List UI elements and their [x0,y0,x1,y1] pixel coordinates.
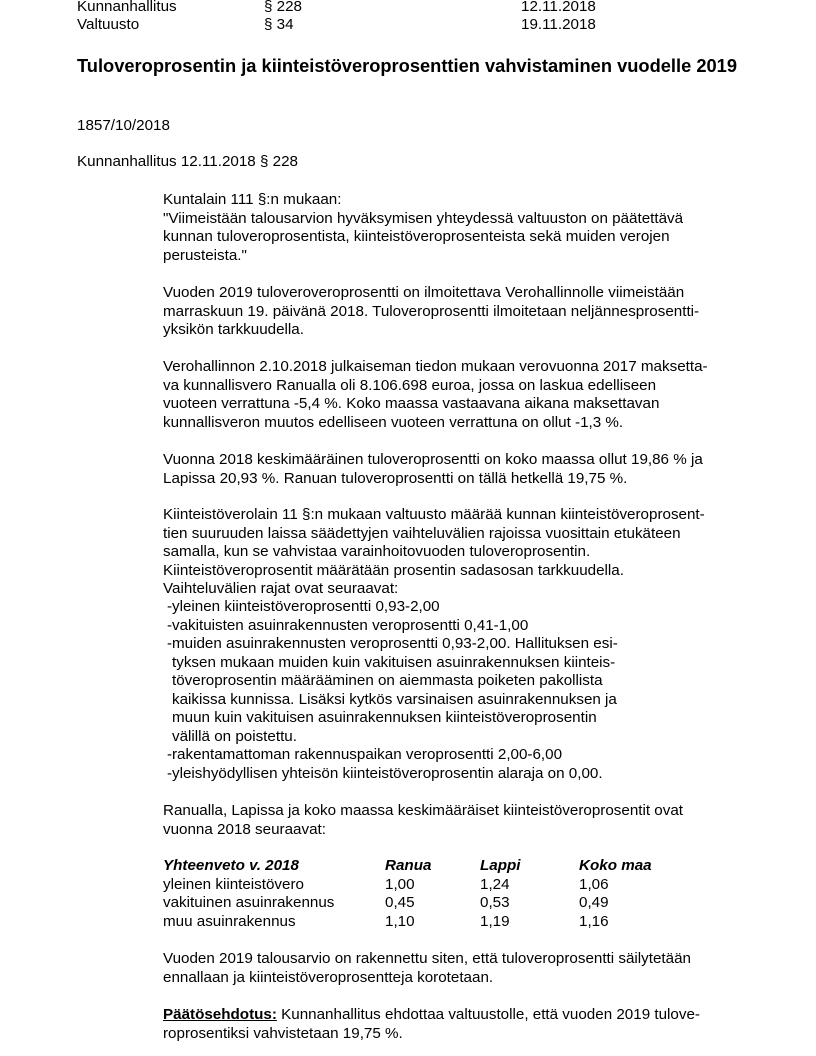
table-header: Koko maa [579,857,652,874]
text-line: yleishyödyllisen yhteisön kiinteistöveroprosentin alaraja on 0,00. [172,764,603,782]
header-table [0,0,816,36]
text-line: muiden asuinrakennusten veroprosentti 0,93-2,00. Hallituksen esi- [172,635,618,652]
table-cell: vakituinen asuinrakennus [163,894,335,911]
list-item [163,765,753,784]
text-line: muun kuin vakituisen asuinrakennuksen kiinteistöveroprosentin [172,709,597,726]
text-line: vuonna 2018 seuraavat: [163,820,326,838]
table-cell: 1,06 [579,875,609,893]
text-line: Verohallinnon 2.10.2018 julkaiseman tiedon mukaan verovuonna 2017 maksetta- [163,358,708,375]
list-item [163,746,753,765]
text-line: kaikissa kunnissa. Lisäksi kytkös varsinaisen asuinrakennuksen ja [172,690,617,708]
text-line: kunnallisveron muutos edelliseen vuoteen verrattuna on ollut -1,3 %. [163,413,624,431]
text-line: Vuoden 2019 tuloveroveroprosentti on ilmoitettava Verohallinnolle viimeistään [163,284,685,301]
text-line: vuoteen verrattuna -5,4 %. Koko maassa vastaavana aikana maksettavan [163,395,660,412]
reference-number: 1857/10/2018 [77,117,170,134]
text-line: Ranualla, Lapissa ja koko maassa keskimääräiset kiinteistöveroprosentit ovat [163,802,684,819]
list-item [163,598,753,617]
proposal-text: Kunnanhallitus ehdottaa valtuustolle, että vuoden 2019 tulove- [276,1006,700,1023]
document-title: Tuloveroprosentin ja kiinteistöveroprosenttien vahvistaminen vuodelle 2019 [77,55,737,76]
header-date: 19.11.2018 [521,16,596,33]
text-line: Kiinteistöveroprosentit määrätään prosentin sadasosan tarkkuudella. [163,561,624,579]
range-list-content [163,598,753,783]
proposal-text: roprosentiksi vahvistetaan 19,75 %. [163,1024,403,1042]
list-item [163,635,753,746]
header-row [0,18,816,36]
table-cell: 1,16 [579,912,609,930]
text-line: rakentamattoman rakennuspaikan veroprosentti 2,00-6,00 [172,746,563,763]
table-header: Ranua [385,857,432,874]
paragraph-kuntalaki [163,191,753,265]
text-line: Lapissa 20,93 %. Ranuan tuloveroprosentti on tällä hetkellä 19,75 %. [163,469,628,487]
text-line: vakituisten asuinrakennusten veroprosentti 0,41-1,00 [172,616,529,634]
text-line: samalla, kun se vahvistaa varainhoitovuoden tuloveroprosentin. [163,543,591,560]
table-cell: 1,00 [385,875,415,893]
table-cell: 1,10 [385,912,415,930]
list-item [163,617,753,636]
table-cell: 0,53 [480,894,510,911]
text-line: marraskuun 19. päivänä 2018. Tuloveroprosentti ilmoitetaan neljännesprosentti- [163,302,700,320]
text-line: töveroprosentin määrääminen on aiemmasta poiketen pakollista [172,672,603,689]
table-cell: 1,24 [480,875,510,893]
meeting-reference: Kunnanhallitus 12.11.2018 § 228 [77,153,298,170]
text-line: Kiinteistöverolain 11 §:n mukaan valtuusto määrää kunnan kiinteistöveroprosent- [163,506,705,523]
bullet-dash: - [167,598,173,615]
table-cell: 0,49 [579,894,609,911]
header-body: Valtuusto [77,16,140,33]
table-cell: 1,19 [480,912,510,930]
text-line: yleinen kiinteistöveroprosentti 0,93-2,00 [172,598,440,615]
table-cell: yleinen kiinteistövero [163,875,304,893]
paragraph-property-tax-law [163,506,753,599]
text-line: Vaihteluvälien rajat ovat seuraavat: [163,580,399,597]
bullet-dash: - [167,764,173,782]
bullet-dash: - [167,635,173,652]
text-line: va kunnallisvero Ranualla oli 8.106.698 euroa, jossa on laskua edelliseen [163,376,657,394]
paragraph-budget [163,950,753,987]
table-header: Lappi [480,857,521,874]
text-line: perusteista." [163,246,247,264]
text-line: "Viimeistään talousarvion hyväksymisen yhteydessä valtuuston on päätettävä [163,209,684,227]
table-cell: muu asuinrakennus [163,912,296,930]
text-line [163,1006,753,1025]
table-header: Yhteenveto v. 2018 [163,857,299,874]
header-date: 12.11.2018 [521,0,596,15]
text-line: Kuntalain 111 §:n mukaan: [163,191,342,208]
text-line: välillä on poistettu. [172,727,297,745]
bullet-dash: - [167,746,173,763]
paragraph-deadline [163,284,753,340]
text-line: tien suuruuden laissa säädettyjen vaihteluvälien rajoissa vuosittain etukäteen [163,524,681,542]
text-line: Vuonna 2018 keskimääräinen tuloveroprosentti on koko maassa ollut 19,86 % ja [163,451,703,468]
header-section: § 34 [264,16,294,33]
bullet-dash: - [167,616,173,634]
paragraph-tax-revenue [163,358,753,432]
proposal-label: Päätösehdotus: [163,1006,277,1023]
paragraph-average-rate [163,451,753,488]
table-cell: 0,45 [385,894,415,911]
header-body: Kunnanhallitus [77,0,177,15]
paragraph-averages-intro [163,802,753,839]
text-line: ennallaan ja kiinteistöveroprosentteja korotetaan. [163,968,494,986]
text-line: tyksen mukaan muiden kuin vakituisen asuinrakennuksen kiinteis- [172,653,616,671]
text-line: yksikön tarkkuudella. [163,321,304,338]
header-section: § 228 [264,0,303,15]
decision-proposal [163,1006,753,1043]
text-line: Vuoden 2019 talousarvio on rakennettu siten, että tuloveroprosentti säilytetään [163,950,691,967]
text-line: kunnan tuloveroprosentista, kiinteistöveroprosenteista sekä muiden verojen [163,228,670,245]
